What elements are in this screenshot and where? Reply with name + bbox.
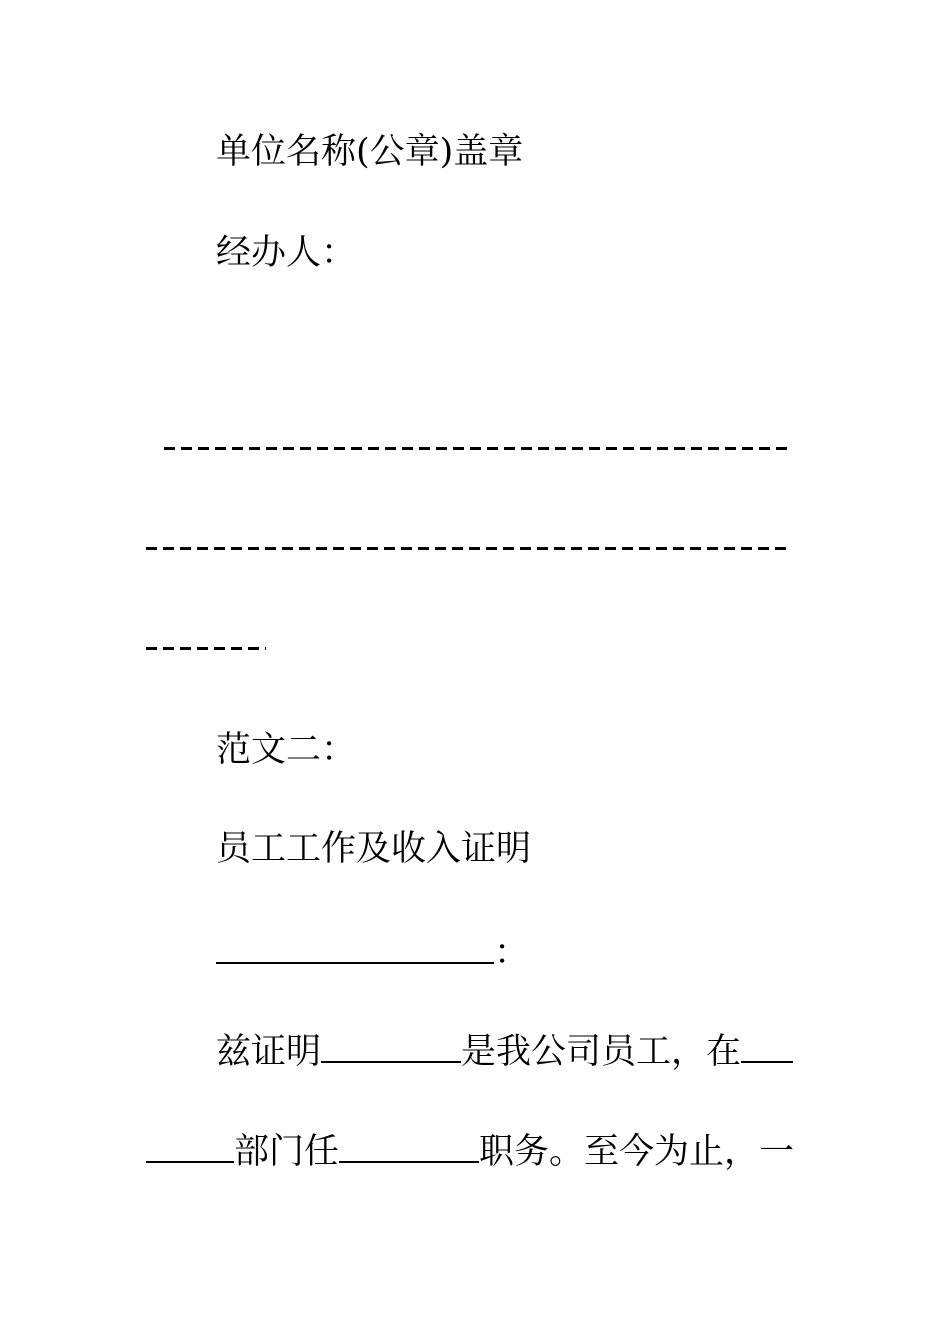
addressee-blank[interactable] (216, 932, 494, 964)
addressee-line (216, 932, 529, 973)
certificate-title: 员工工作及收入证明 (216, 829, 532, 869)
certificate-paragraph-line-1 (216, 1031, 793, 1072)
separator-dashes-3 (146, 647, 266, 650)
para-rest: 职务。至今为止，一 (479, 1132, 795, 1172)
seal-line: 单位名称(公章)盖章 (216, 132, 524, 172)
para-dept: 部门任 (234, 1132, 340, 1172)
para-prefix: 兹证明 (216, 1032, 322, 1072)
certificate-paragraph-line-2 (146, 1131, 794, 1172)
position-blank[interactable] (339, 1131, 479, 1163)
separator-dashes-2 (146, 547, 792, 550)
handler-label: 经办人： (216, 233, 357, 273)
addressee-colon: ： (494, 933, 530, 973)
para-mid: 是我公司员工，在 (461, 1032, 742, 1072)
employee-name-blank[interactable] (321, 1031, 461, 1063)
separator-dashes-1 (164, 447, 792, 450)
department-blank-end[interactable] (146, 1131, 234, 1163)
department-blank-start[interactable] (741, 1031, 793, 1063)
sample-two-label: 范文二： (216, 730, 357, 770)
